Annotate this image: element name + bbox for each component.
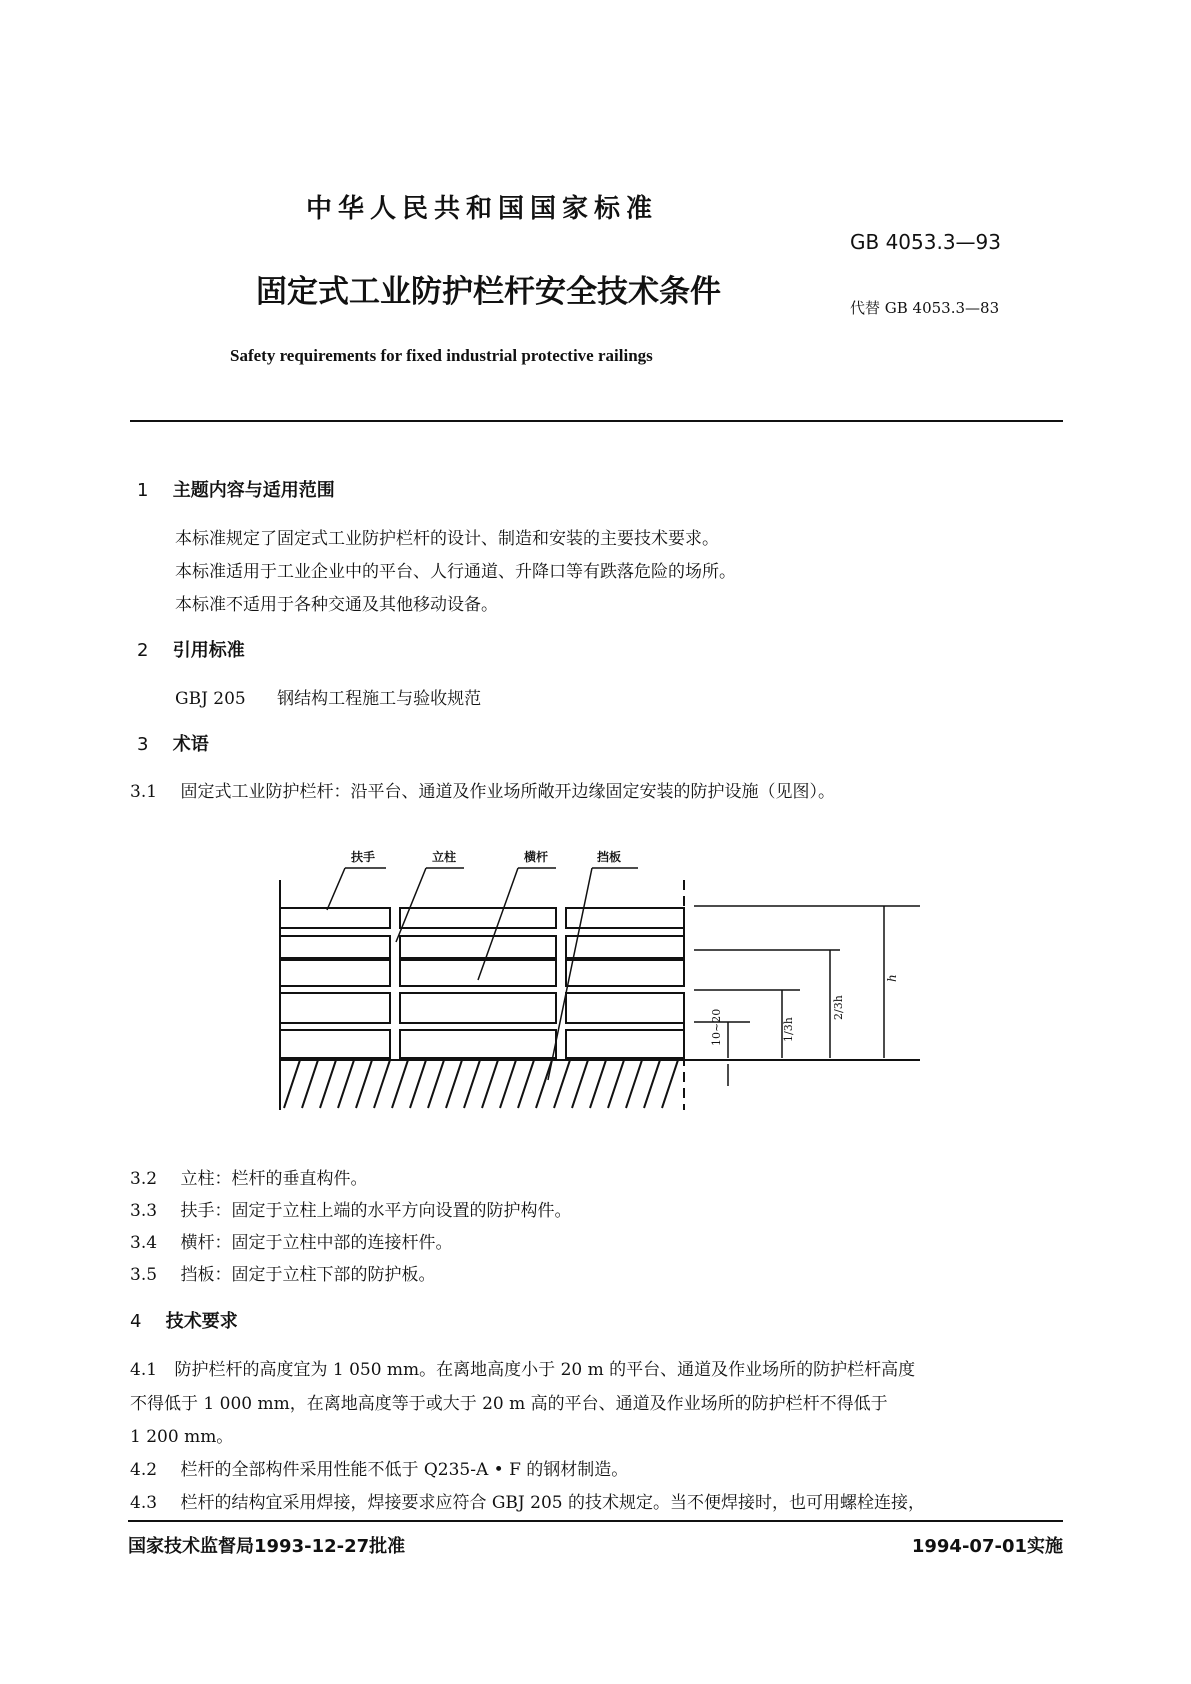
req-4-1-line-1 — [130, 1355, 915, 1380]
req-4-3-number: 4.3 — [130, 1493, 158, 1513]
label-post: 立柱 — [432, 850, 457, 864]
approval-note: 国家技术监督局1993-12-27批准 — [128, 1536, 406, 1557]
req-4-1-line-3: 1 200 mm。 — [130, 1427, 234, 1447]
national-standard-heading: 中华人民共和国国家标准 — [306, 194, 659, 224]
section-4-title: 技术要求 — [165, 1311, 238, 1332]
section-1-number: 1 — [137, 480, 149, 501]
term-3-2-number: 3.2 — [130, 1169, 158, 1189]
section-2-title: 引用标准 — [172, 640, 245, 661]
dim-h-label: h — [885, 974, 899, 982]
section-4-heading — [130, 1307, 238, 1333]
s1-paragraph-1: 本标准规定了固定式工业防护栏杆的设计、制造和安装的主要技术要求。 — [175, 529, 719, 549]
standard-number: GB 4053.3—93 — [850, 230, 1002, 254]
footer-rule — [128, 1520, 1063, 1522]
term-3-4-number: 3.4 — [130, 1233, 158, 1253]
railing-panels — [280, 908, 684, 1058]
req-4-1-text-1: 防护栏杆的高度宜为 1 050 mm。在离地高度小于 20 m 的平台、通道及作业场所的防护栏杆高度 — [174, 1360, 916, 1380]
term-3-4-text: 横杆：固定于立柱中部的连接杆件。 — [180, 1233, 453, 1253]
label-handrail: 扶手 — [351, 850, 376, 864]
req-4-3 — [130, 1488, 925, 1513]
document-title-en: Safety requirements for fixed industrial protective railings — [230, 346, 653, 365]
req-4-2-number: 4.2 — [130, 1460, 158, 1480]
ground-hatching — [284, 1060, 678, 1108]
term-3-3-text: 扶手：固定于立柱上端的水平方向设置的防护构件。 — [180, 1201, 572, 1221]
reference-title: 钢结构工程施工与验收规范 — [277, 689, 482, 709]
term-3-5-text: 挡板：固定于立柱下部的防护板。 — [180, 1265, 436, 1285]
section-3-title: 术语 — [172, 734, 209, 755]
leader-lines — [327, 868, 638, 1080]
label-rail: 横杆 — [524, 850, 549, 864]
section-1-title: 主题内容与适用范围 — [172, 480, 335, 501]
reference-code: GBJ 205 — [175, 689, 246, 709]
term-3-3 — [130, 1196, 571, 1221]
s1-paragraph-2: 本标准适用于工业企业中的平台、人行通道、升降口等有跌落危险的场所。 — [175, 562, 736, 582]
dim-toe-label: 10~20 — [710, 1008, 723, 1046]
req-4-2 — [130, 1455, 628, 1480]
s1-paragraph-3: 本标准不适用于各种交通及其他移动设备。 — [175, 595, 498, 615]
section-3-number: 3 — [137, 734, 149, 755]
term-3-4 — [130, 1228, 452, 1253]
req-4-1-number: 4.1 — [130, 1360, 158, 1380]
term-3-5-number: 3.5 — [130, 1265, 158, 1285]
dim-two-thirds-label: 2/3h — [832, 995, 845, 1020]
term-3-2 — [130, 1164, 367, 1189]
implementation-note: 1994-07-01实施 — [911, 1536, 1063, 1557]
req-4-3-text: 栏杆的结构宜采用焊接，焊接要求应符合 GBJ 205 的技术规定。当不便焊接时，也可用螺栓连接， — [180, 1493, 925, 1513]
label-board: 挡板 — [597, 850, 622, 864]
req-4-2-text: 栏杆的全部构件采用性能不低于 Q235-A • F 的钢材制造。 — [180, 1460, 629, 1480]
term-3-3-number: 3.3 — [130, 1201, 158, 1221]
term-3-2-text: 立柱：栏杆的垂直构件。 — [180, 1169, 368, 1189]
term-3-1-number: 3.1 — [130, 782, 158, 802]
term-3-5 — [130, 1260, 435, 1285]
document-title-cn: 固定式工业防护栏杆安全技术条件 — [256, 274, 721, 310]
section-4-number: 4 — [130, 1311, 142, 1332]
term-3-1-text: 固定式工业防护栏杆：沿平台、通道及作业场所敞开边缘固定安装的防护设施（见图）。 — [180, 782, 835, 802]
dim-third-label: 1/3h — [782, 1017, 795, 1042]
replaces-note: 代替 GB 4053.3—83 — [850, 299, 1000, 317]
section-2-number: 2 — [137, 640, 149, 661]
req-4-1-line-2: 不得低于 1 000 mm，在离地高度等于或大于 20 m 高的平台、通道及作业场所的防护栏杆不得低于 — [130, 1394, 888, 1414]
